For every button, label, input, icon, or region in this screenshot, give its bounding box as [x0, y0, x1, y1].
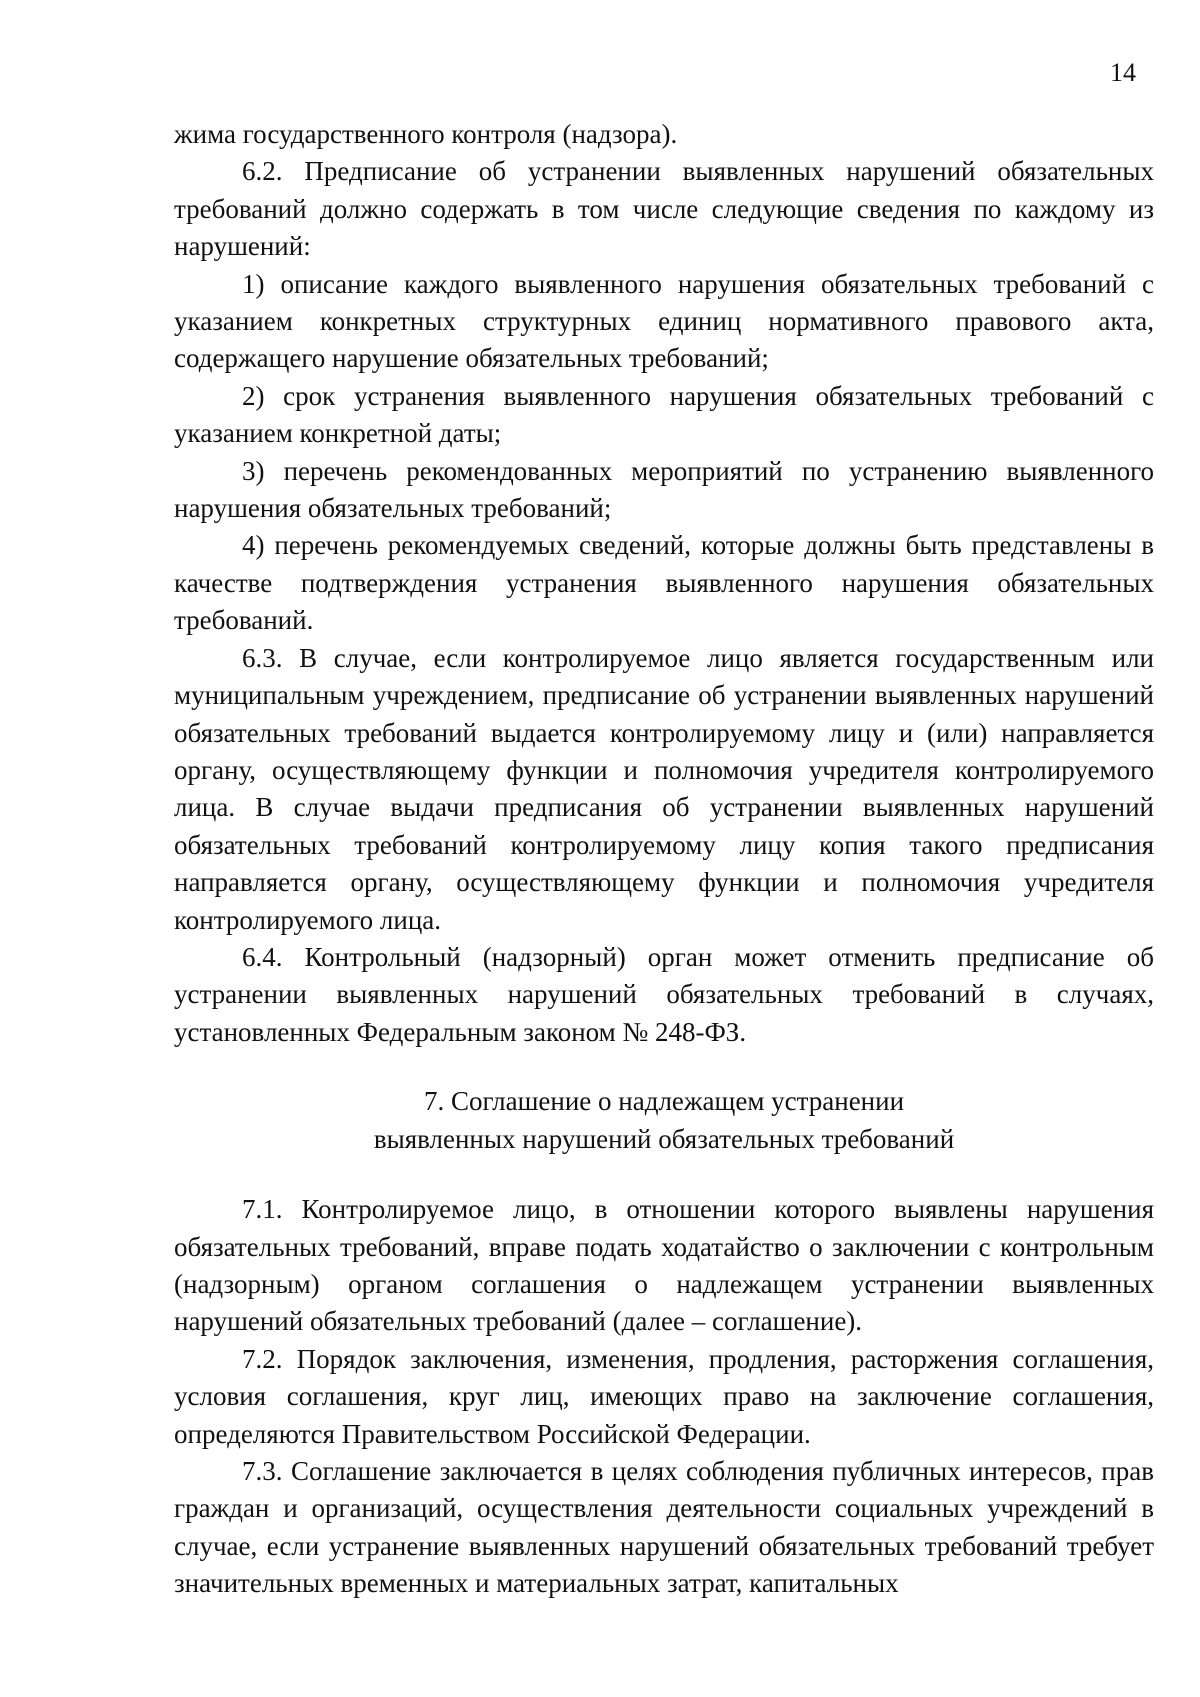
paragraph-7-1: 7.1. Контролируемое лицо, в отношении которого выявлены нарушения обязательных требований, вправе подать ходатайство о заключении с контрольным (надзорным) органом соглашения о надлежащем устранении выявленных нарушений обязательных требований (далее – соглашение).	[174, 1194, 1154, 1337]
paragraph-6-2: 6.2. Предписание об устранении выявленных нарушений обязательных требований должно содержать в том числе следующие сведения по каждому из нарушений:	[174, 156, 1154, 262]
list-item-1: 1) описание каждого выявленного нарушения обязательных требований с указанием конкретных структурных единиц нормативного правового акта, содержащего нарушение обязательных требований;	[174, 268, 1154, 374]
list-item-2: 2) срок устранения выявленного нарушения обязательных требований с указанием конкретной даты;	[174, 380, 1154, 449]
paragraph-6-4: 6.4. Контрольный (надзорный) орган может отменить предписание об устранении выявленных нарушений обязательных требований в случаях, установленных Федеральным законом № 248-ФЗ.	[174, 941, 1154, 1047]
section-title	[174, 1082, 1154, 1158]
section-title-line-2: выявленных нарушений обязательных требований	[373, 1124, 955, 1155]
document-body	[174, 116, 1154, 1603]
paragraph-6-3: 6.3. В случае, если контролируемое лицо является государственным или муниципальным учреждением, предписание об устранении выявленных нарушений обязательных требований выдается контролируемому лицу и (или) направляется органу, осуществляющему функции и полномочия учредителя контролируемого лица. В случае выдачи предписания об устранении выявленных нарушений обязательных требований контролируемому лицу копия такого предписания направляется органу, осуществляющему функции и полномочия учредителя контролируемого лица.	[174, 642, 1154, 935]
page-number: 14	[1110, 58, 1136, 87]
paragraph-continuation: жима государственного контроля (надзора).	[174, 119, 678, 149]
section-title-line-1: 7. Соглашение о надлежащем устранении	[423, 1086, 905, 1117]
paragraph-7-2: 7.2. Порядок заключения, изменения, продления, расторжения соглашения, условия соглашения, круг лиц, имеющих право на заключение соглашения, определяются Правительством Российской Федерации.	[174, 1343, 1154, 1449]
list-item-4: 4) перечень рекомендуемых сведений, которые должны быть представлены в качестве подтверждения устранения выявленного нарушения обязательных требований.	[174, 530, 1154, 636]
paragraph-7-3: 7.3. Соглашение заключается в целях соблюдения публичных интересов, прав граждан и организаций, осуществления деятельности социальных учреждений в случае, если устранение выявленных нарушений обязательных требований требует значительных временных и материальных затрат, капитальных	[174, 1456, 1154, 1599]
list-item-3: 3) перечень рекомендованных мероприятий по устранению выявленного нарушения обязательных требований;	[174, 455, 1154, 524]
